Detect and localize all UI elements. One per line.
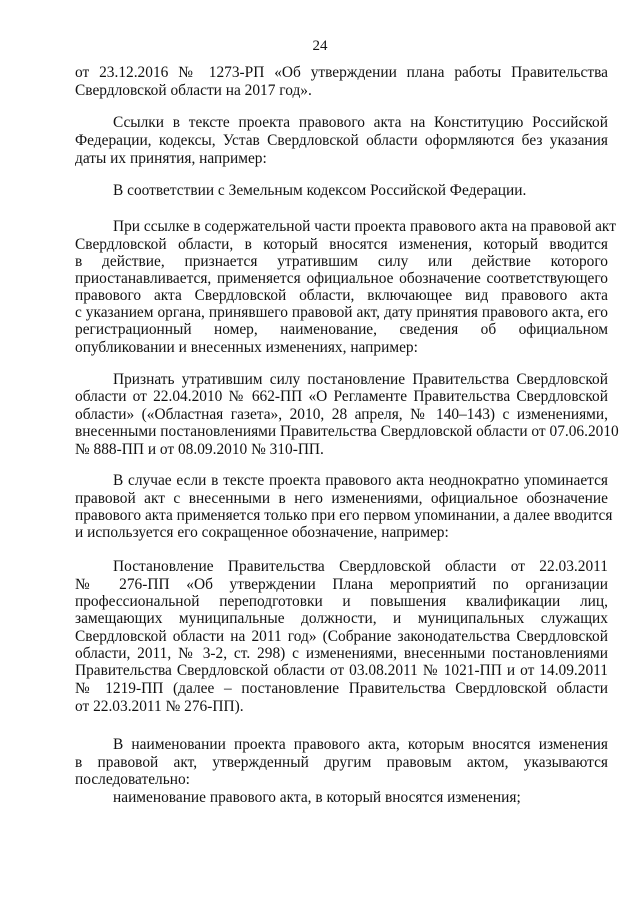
text-line: даты их принятия, например: (75, 150, 267, 167)
text-line: и используется его сокращенное обозначение, например: (75, 524, 449, 541)
text-line: от 23.12.2016 № 1273-РП «Об утверждении плана работы Правительства (75, 64, 608, 81)
text-line: области» («Областная газета», 2010, 28 апреля, № 140–143) с изменениями, (75, 406, 608, 423)
text-line: замещающих муниципальные должности, и муниципальных служащих (75, 610, 608, 627)
text-line: № 276-ПП «Об утверждении Плана мероприятий по организации (75, 576, 608, 593)
text-line: Свердловской области, в который вносятся изменения, который вводится (75, 236, 608, 253)
text-line: правовой акт с внесенными в него изменениями, официальное обозначение (75, 490, 608, 507)
text-line: приостанавливается, применяется официальное обозначение соответствующего (75, 270, 608, 287)
text-line: № 888-ПП и от 08.09.2010 № 310-ПП. (75, 441, 324, 458)
text-line: области, 2011, № 3-2, ст. 298) с изменениями, внесенными постановлениями (75, 645, 608, 662)
text-line: внесенными постановлениями Правительства Свердловской области от 07.06.2010 (75, 423, 619, 440)
text-line: опубликовании и внесенных изменениях, например: (75, 339, 418, 356)
text-line: Свердловской области на 2017 год». (75, 82, 312, 99)
text-line: В соответствии с Земельным кодексом Российской Федерации. (113, 182, 527, 199)
text-line: правового акта применяется только при его первом упоминании, а далее вводится (75, 507, 613, 524)
page-number: 24 (312, 38, 328, 54)
text-line: наименование правового акта, в который вносятся изменения; (113, 789, 521, 806)
text-line: регистрационный номер, наименование, сведения об официальном (75, 321, 608, 338)
text-line: с указанием органа, принявшего правовой акт, дату принятия правового акта, его (75, 304, 608, 321)
text-line: области от 22.04.2010 № 662-ПП «О Регламенте Правительства Свердловской (75, 388, 608, 405)
text-line: В наименовании проекта правового акта, которым вносятся изменения (113, 736, 608, 753)
text-line: профессиональной переподготовки и повышения квалификации лиц, (75, 593, 608, 610)
text-line: в правовой акт, утвержденный другим правовым актом, указываются (75, 754, 608, 771)
text-line: правового акта Свердловской области, включающее вид правового акта (75, 287, 608, 304)
text-line: последовательно: (75, 771, 190, 788)
text-line: В случае если в тексте проекта правового акта неоднократно упоминается (113, 472, 608, 489)
text-line: от 22.03.2011 № 276-ПП). (75, 698, 244, 715)
text-line: Федерации, кодексы, Устав Свердловской области оформляются без указания (75, 132, 608, 149)
text-line: Признать утратившим силу постановление Правительства Свердловской (113, 371, 608, 388)
text-line: Постановление Правительства Свердловской области от 22.03.2011 (113, 558, 608, 575)
text-line: № 1219-ПП (далее – постановление Правительства Свердловской области (75, 680, 608, 697)
text-line: Правительства Свердловской области от 03.08.2011 № 1021-ПП и от 14.09.2011 (75, 662, 608, 679)
text-line: в действие, признается утратившим силу или действие которого (75, 253, 608, 270)
text-line: Ссылки в тексте проекта правового акта на Конституцию Российской (113, 114, 608, 131)
text-line: При ссылке в содержательной части проекта правового акта на правовой акт (113, 218, 616, 235)
text-line: Свердловской области на 2011 год» (Собрание законодательства Свердловской (75, 628, 608, 645)
